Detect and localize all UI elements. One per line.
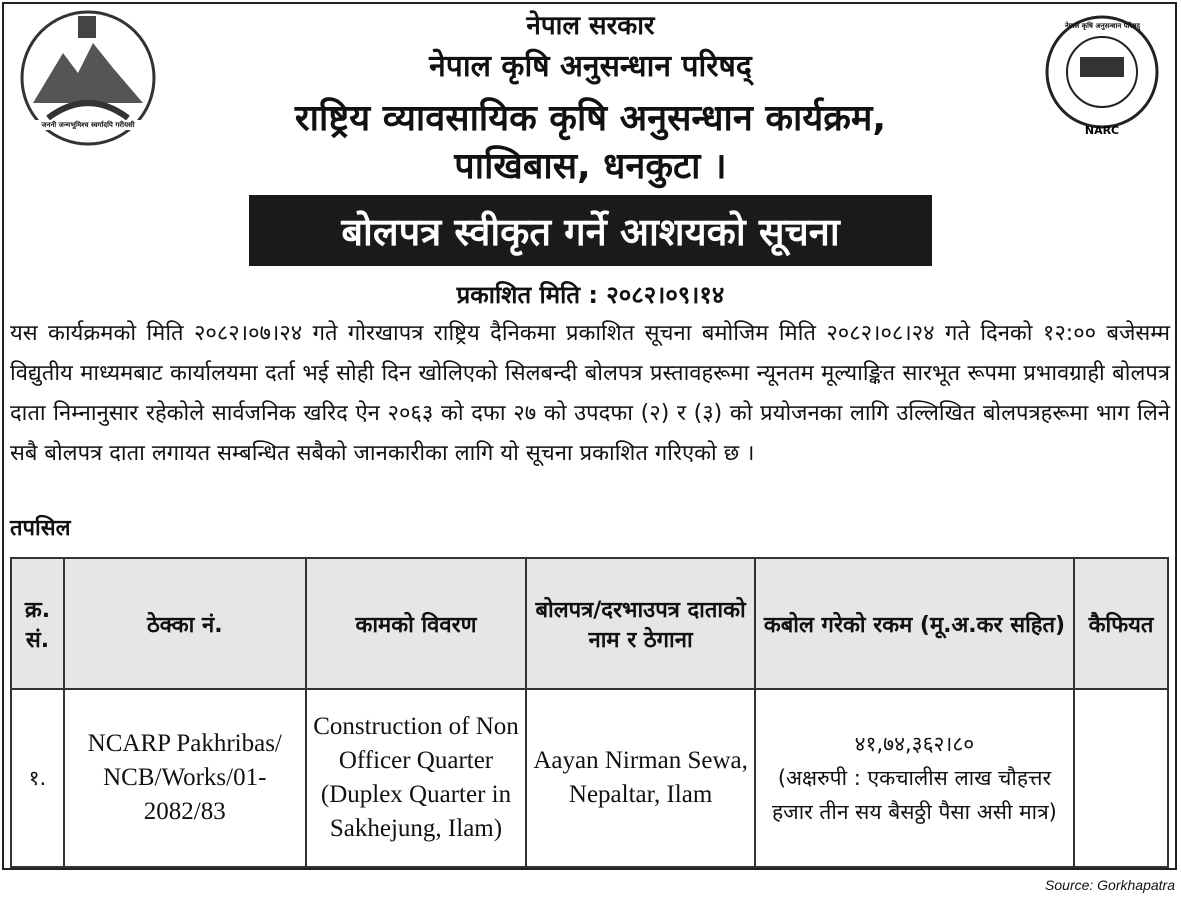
cell-description: Construction of Non Officer Quarter (Duplex Quarter in Sakhejung, Ilam) bbox=[306, 689, 527, 867]
cell-remarks bbox=[1074, 689, 1168, 867]
table-header-row bbox=[11, 558, 1168, 689]
office-location: पाखिबास, धनकुटा । bbox=[454, 146, 727, 187]
emblem-motto: जननी जन्मभूमिश्च स्वर्गादपि गरीयसी bbox=[28, 120, 148, 130]
cell-bidder: Aayan Nirman Sewa, Nepaltar, Ilam bbox=[526, 689, 755, 867]
amount-words: (अक्षरुपी : एकचालीस लाख चौहत्तर हजार तीन सय बैसठ्ठी पैसा असी मात्र) bbox=[771, 766, 1057, 824]
published-date: प्रकाशित मिति : २०८२।०९।१४ bbox=[456, 281, 725, 309]
narc-abbr: NARC bbox=[1084, 124, 1120, 137]
government-name: नेपाल सरकार bbox=[526, 11, 655, 41]
header-amount: कबोल गरेको रकम (मू.अ.कर सहित) bbox=[755, 558, 1074, 689]
notice-title: बोलपत्र स्वीकृत गर्ने आशयको सूचना bbox=[249, 195, 932, 266]
amount-figure: ४१,७४,३६२।८० bbox=[854, 732, 975, 756]
narc-logo-text: नेपाल कृषि अनुसन्धान परिषद् bbox=[1064, 22, 1141, 30]
cell-sn: १. bbox=[11, 689, 64, 867]
header-contract-no: ठेक्का नं. bbox=[64, 558, 306, 689]
cell-amount bbox=[755, 689, 1074, 867]
header-bidder: बोलपत्र/दरभाउपत्र दाताको नाम र ठेगाना bbox=[526, 558, 755, 689]
header-sn: क्र. सं. bbox=[11, 558, 64, 689]
table-row bbox=[11, 689, 1168, 867]
header-description: कामको विवरण bbox=[306, 558, 527, 689]
program-name: राष्ट्रिय व्यावसायिक कृषि अनुसन्धान कार्यक्रम, bbox=[294, 98, 887, 139]
source-credit: Source: Gorkhapatra bbox=[1045, 877, 1175, 893]
header-remarks: कैफियत bbox=[1074, 558, 1168, 689]
notice-body: यस कार्यक्रमको मिति २०८२।०७।२४ गते गोरखापत्र राष्ट्रिय दैनिकमा प्रकाशित सूचना बमोजिम मिति २०८२।०८।२४ गते दिनको १२:०० बजेसम्म विद्युतीय माध्यमबाट कार्यालयमा दर्ता भई सोही दिन खोलिएको सिलबन्दी बोलपत्र प्रस्तावहरूमा न्यूनतम मूल्याङ्कित सारभूत रूपमा प्रभावग्राही बोलपत्र दाता निम्नानुसार रहेकोले सार्वजनिक खरिद ऐन २०६३ को दफा २७ को उपदफा (२) र (३) को प्रयोजनका लागि उल्लिखित बोलपत्रहरूमा भाग लिने सबै बोलपत्र दाता लगायत सम्बन्धित सबैको जानकारीका लागि यो सूचना प्रकाशित गरिएको छ । bbox=[10, 321, 1170, 466]
bid-table bbox=[10, 557, 1169, 868]
details-label: तपसिल bbox=[10, 516, 71, 541]
cell-contract-no: NCARP Pakhribas/ NCB/Works/01-2082/83 bbox=[64, 689, 306, 867]
council-name: नेपाल कृषि अनुसन्धान परिषद् bbox=[429, 49, 752, 84]
